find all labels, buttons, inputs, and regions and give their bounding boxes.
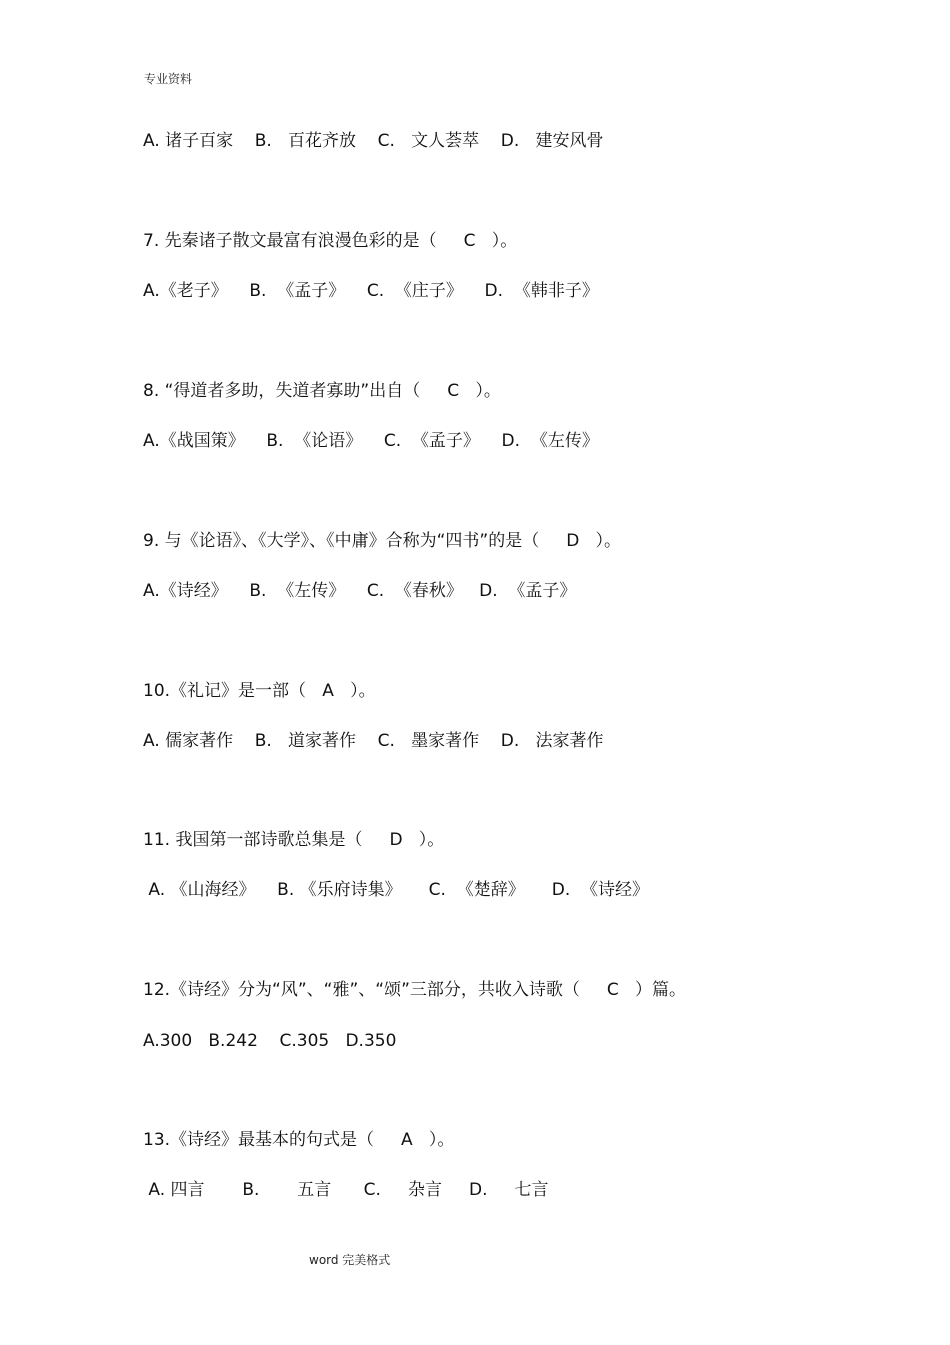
question-11: 11. 我国第一部诗歌总集是（ D ）。 <box>143 830 445 850</box>
question-12: 12.《诗经》分为“风”、“雅”、“颂”三部分，共收入诗歌（ C ）篇。 <box>143 980 686 1000</box>
question-8: 8. “得道者多助，失道者寡助”出自（ C ）。 <box>143 381 501 401</box>
options-q6: A. 诸子百家 B. 百花齐放 C. 文人荟萃 D. 建安风骨 <box>143 131 604 151</box>
options-q12: A.300 B.242 C.305 D.350 <box>143 1031 397 1051</box>
options-q7: A.《老子》 B. 《孟子》 C. 《庄子》 D. 《韩非子》 <box>143 281 599 301</box>
options-q9: A.《诗经》 B. 《左传》 C. 《春秋》 D. 《孟子》 <box>143 581 577 601</box>
options-q8: A.《战国策》 B. 《论语》 C. 《孟子》 D. 《左传》 <box>143 431 599 451</box>
question-10: 10.《礼记》是一部（ A ）。 <box>143 681 376 701</box>
page-footer: word 完美格式 <box>309 1253 391 1267</box>
question-7: 7. 先秦诸子散文最富有浪漫色彩的是（ C ）。 <box>143 231 518 251</box>
question-9: 9. 与《论语》、《大学》、《中庸》合称为“四书”的是（ D ）。 <box>143 531 622 551</box>
options-q11: A. 《山海经》 B. 《乐府诗集》 C. 《楚辞》 D. 《诗经》 <box>143 880 650 900</box>
page-header: 专业资料 <box>144 72 193 86</box>
options-q13: A. 四言 B. 五言 C. 杂言 D. 七言 <box>143 1180 549 1200</box>
options-q10: A. 儒家著作 B. 道家著作 C. 墨家著作 D. 法家著作 <box>143 731 604 751</box>
question-13: 13.《诗经》最基本的句式是（ A ）。 <box>143 1130 455 1150</box>
